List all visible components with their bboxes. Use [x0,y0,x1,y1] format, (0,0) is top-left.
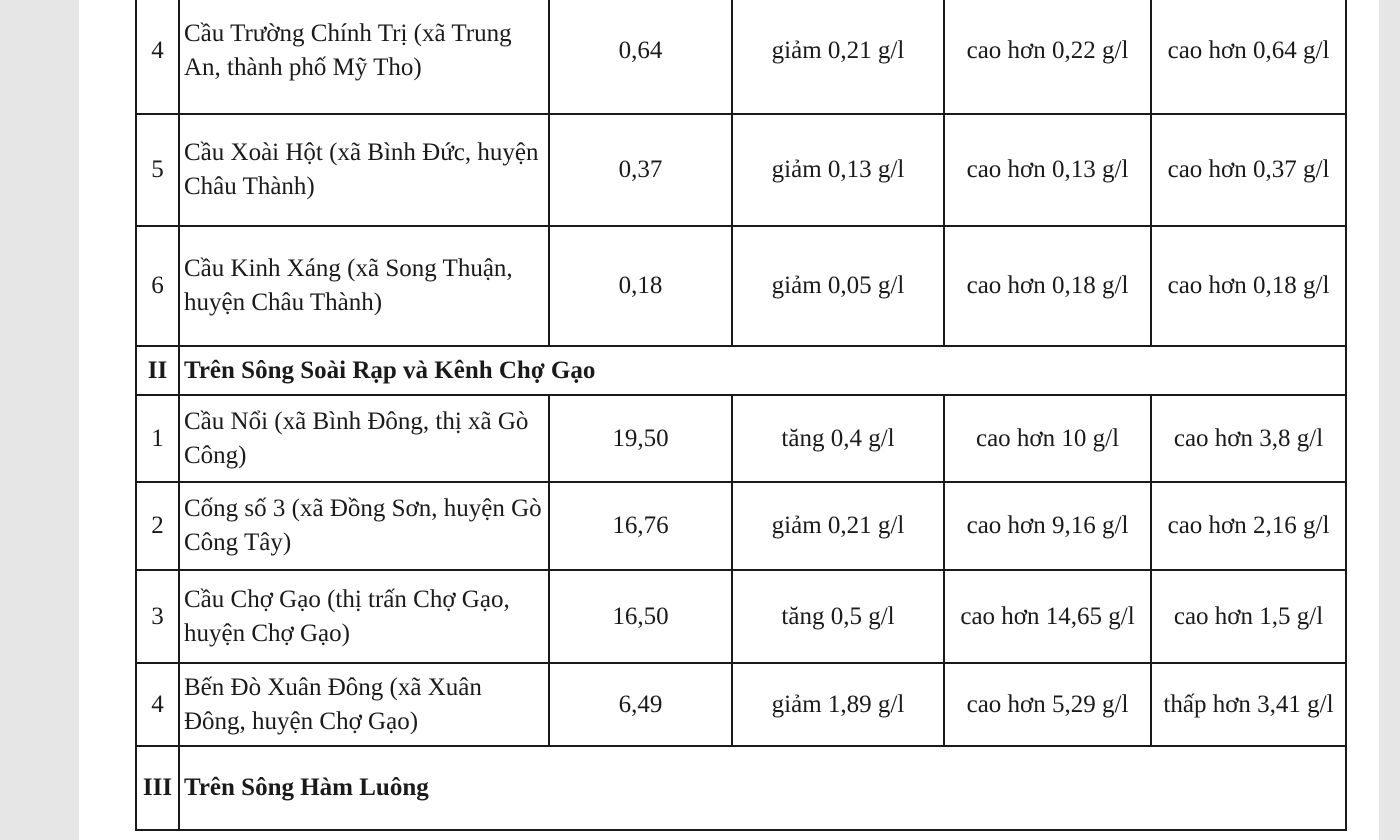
row-number: 6 [136,226,179,346]
station-name: Cống số 3 (xã Đồng Sơn, huyện Gò Công Tây) [179,482,549,570]
table-row [136,0,1346,114]
row-number: 4 [136,0,179,114]
salinity-value: 6,49 [549,663,732,746]
salinity-value: 0,64 [549,0,732,114]
section-numeral: III [136,746,179,830]
salinity-compare-2: cao hơn 0,64 g/l [1151,0,1346,114]
salinity-compare-1: cao hơn 0,18 g/l [944,226,1151,346]
salinity-compare-2: thấp hơn 3,41 g/l [1151,663,1346,746]
salinity-compare-2: cao hơn 2,16 g/l [1151,482,1346,570]
salinity-compare-1: cao hơn 5,29 g/l [944,663,1151,746]
table-row [136,395,1346,482]
salinity-compare-2: cao hơn 1,5 g/l [1151,570,1346,663]
table-row [136,570,1346,663]
salinity-change: giảm 0,21 g/l [732,0,944,114]
salinity-compare-1: cao hơn 10 g/l [944,395,1151,482]
salinity-compare-1: cao hơn 0,13 g/l [944,114,1151,226]
salinity-compare-1: cao hơn 0,22 g/l [944,0,1151,114]
salinity-table [135,0,1347,831]
salinity-change: tăng 0,5 g/l [732,570,944,663]
section-header-row [136,346,1346,395]
section-title: Trên Sông Hàm Luông [179,746,1346,830]
salinity-change: giảm 0,05 g/l [732,226,944,346]
salinity-change: giảm 0,21 g/l [732,482,944,570]
table-row [136,226,1346,346]
station-name: Cầu Nổi (xã Bình Đông, thị xã Gò Công) [179,395,549,482]
row-number: 2 [136,482,179,570]
row-number: 4 [136,663,179,746]
salinity-value: 16,76 [549,482,732,570]
station-name: Cầu Chợ Gạo (thị trấn Chợ Gạo, huyện Chợ Gạo) [179,570,549,663]
station-name: Cầu Xoài Hột (xã Bình Đức, huyện Châu Thành) [179,114,549,226]
station-name: Cầu Kinh Xáng (xã Song Thuận, huyện Châu Thành) [179,226,549,346]
section-title: Trên Sông Soài Rạp và Kênh Chợ Gạo [179,346,1346,395]
salinity-compare-1: cao hơn 9,16 g/l [944,482,1151,570]
salinity-compare-2: cao hơn 0,18 g/l [1151,226,1346,346]
salinity-value: 0,18 [549,226,732,346]
salinity-compare-1: cao hơn 14,65 g/l [944,570,1151,663]
salinity-compare-2: cao hơn 3,8 g/l [1151,395,1346,482]
row-number: 3 [136,570,179,663]
station-name: Cầu Trường Chính Trị (xã Trung An, thành phố Mỹ Tho) [179,0,549,114]
document-page [79,0,1379,840]
salinity-value: 19,50 [549,395,732,482]
salinity-value: 0,37 [549,114,732,226]
salinity-change: giảm 1,89 g/l [732,663,944,746]
table-row [136,663,1346,746]
station-name: Bến Đò Xuân Đông (xã Xuân Đông, huyện Chợ Gạo) [179,663,549,746]
salinity-change: giảm 0,13 g/l [732,114,944,226]
section-header-row [136,746,1346,830]
section-numeral: II [136,346,179,395]
table-row [136,114,1346,226]
salinity-value: 16,50 [549,570,732,663]
salinity-compare-2: cao hơn 0,37 g/l [1151,114,1346,226]
row-number: 1 [136,395,179,482]
row-number: 5 [136,114,179,226]
table-row [136,482,1346,570]
salinity-change: tăng 0,4 g/l [732,395,944,482]
